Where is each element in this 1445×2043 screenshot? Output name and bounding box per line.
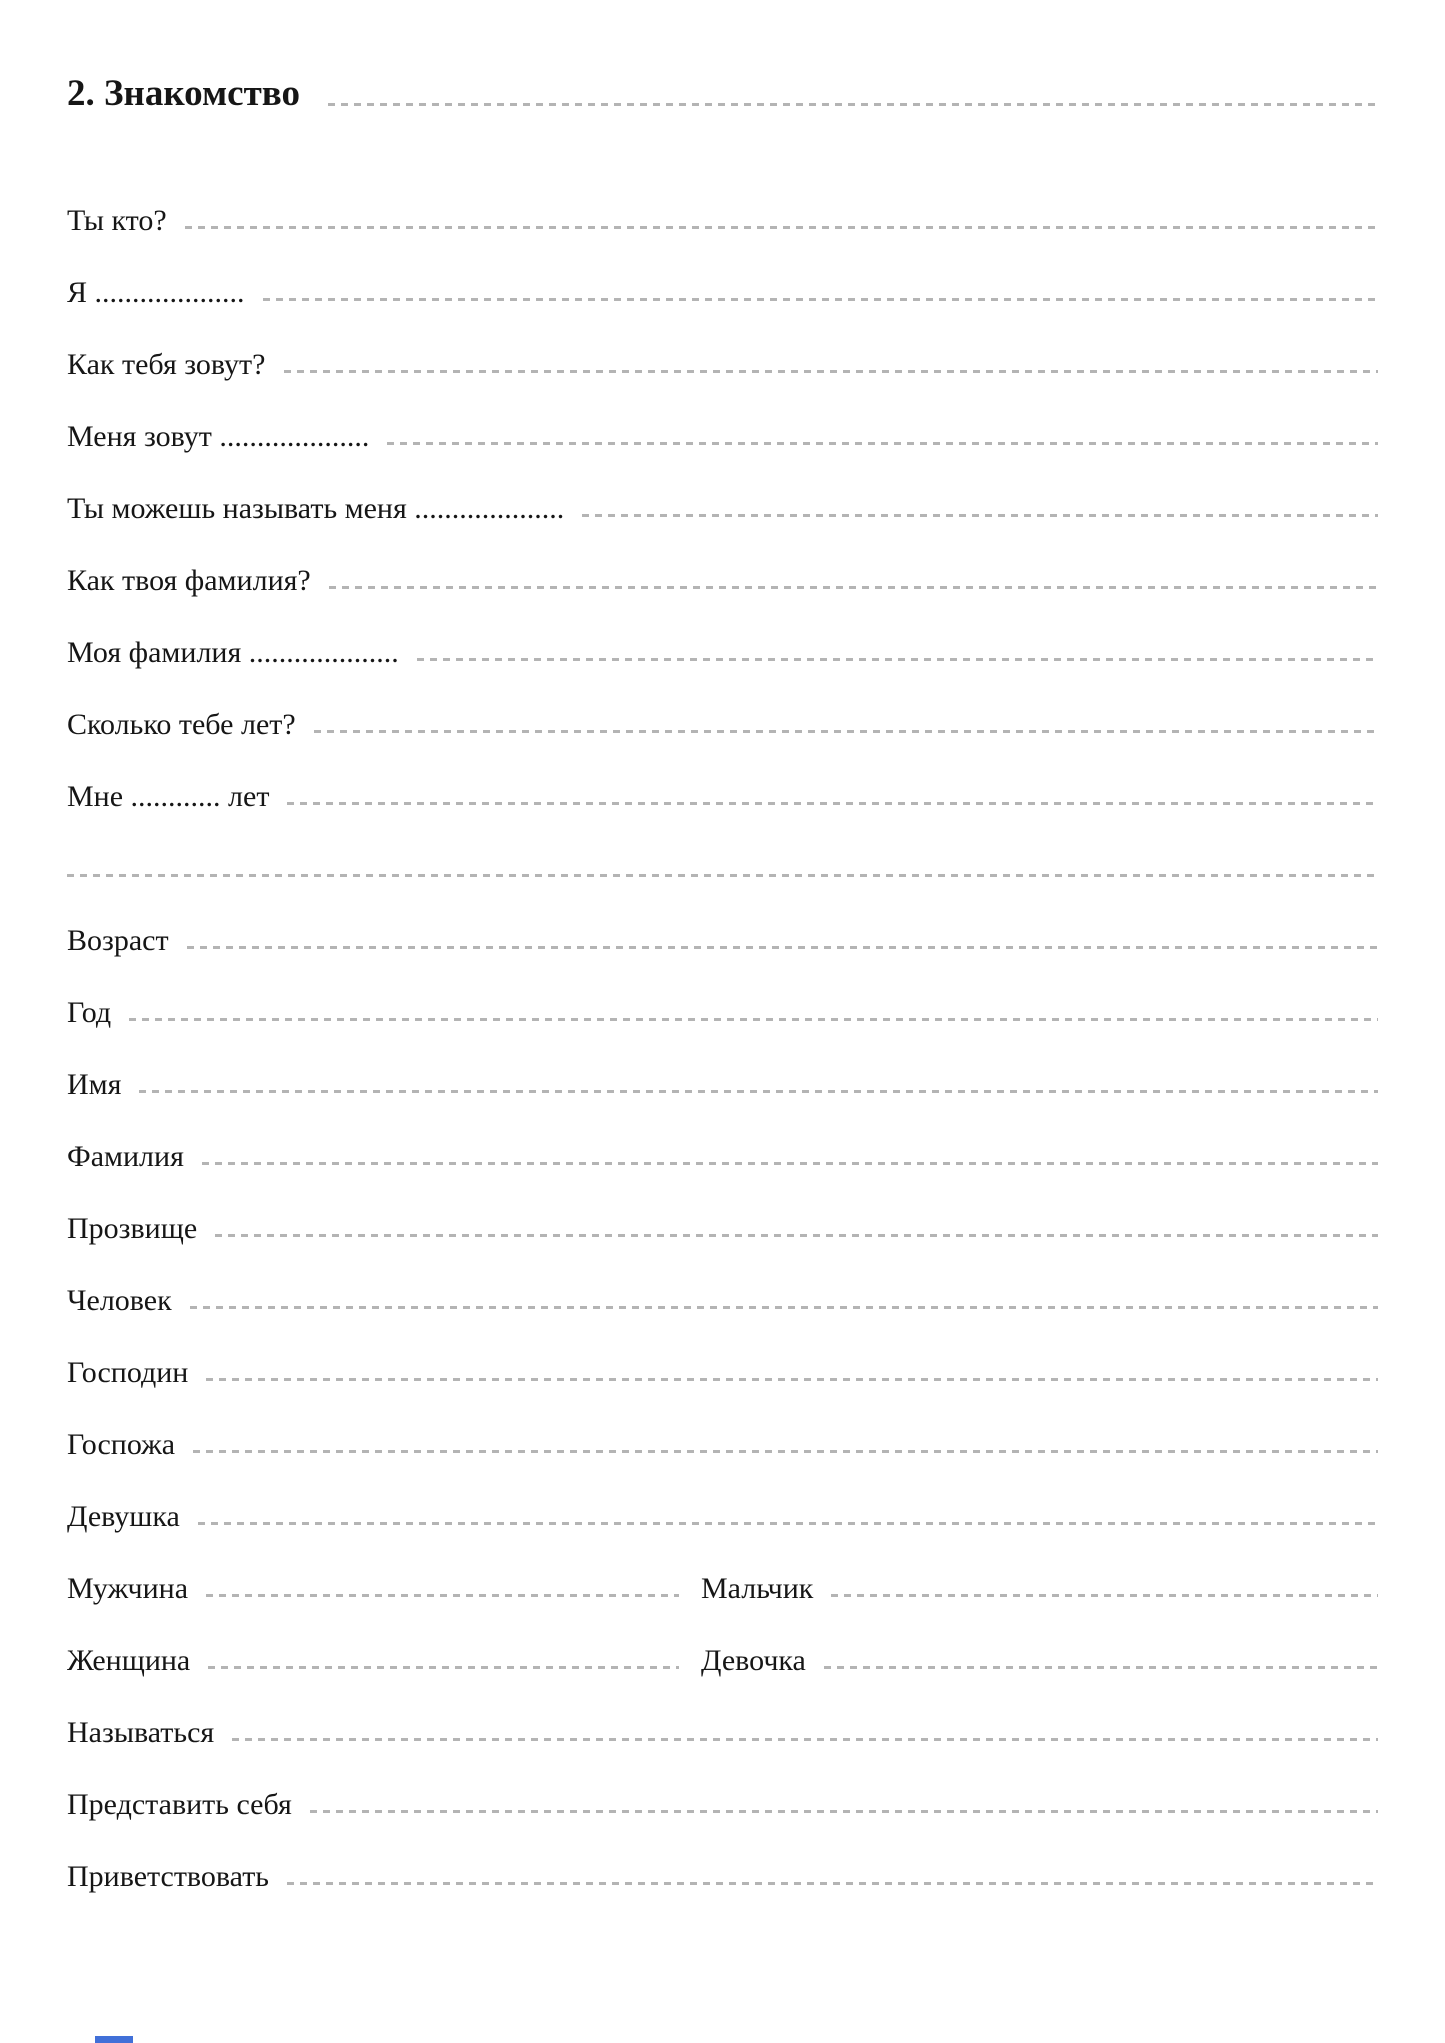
dashed-writing-line xyxy=(417,658,1378,661)
worksheet-row xyxy=(67,1172,1378,1244)
row-label: Год xyxy=(67,995,112,1029)
row-label: Возраст xyxy=(67,923,169,957)
row-label: Меня зовут .................... xyxy=(67,419,370,453)
row-label: Представить себя xyxy=(67,1787,292,1821)
row-label: Называться xyxy=(67,1715,215,1749)
row-label: Ты кто? xyxy=(67,203,167,237)
section-title: 2. Знакомство xyxy=(67,73,301,114)
dashed-writing-line xyxy=(185,226,1378,229)
dashed-writing-line xyxy=(284,370,1379,373)
dashed-writing-line xyxy=(215,1234,1378,1237)
worksheet-row xyxy=(67,596,1378,668)
dashed-writing-line xyxy=(328,103,1378,106)
dashed-writing-line xyxy=(208,1666,679,1669)
section-title-row xyxy=(67,60,1378,112)
dashed-writing-line xyxy=(198,1522,1378,1525)
worksheet-row xyxy=(67,1100,1378,1172)
vocabulary-section-2 xyxy=(67,1676,1378,1892)
worksheet-row xyxy=(67,956,1378,1028)
dashed-writing-line xyxy=(831,1594,1378,1597)
phrases-section xyxy=(67,164,1378,812)
dashed-writing-line xyxy=(193,1450,1378,1453)
worksheet-row xyxy=(67,236,1378,308)
row-label: Человек xyxy=(67,1283,172,1317)
row-label: Сколько тебе лет? xyxy=(67,707,296,741)
worksheet-row xyxy=(67,1028,1378,1100)
worksheet-row xyxy=(67,740,1378,812)
row-label: Приветствовать xyxy=(67,1859,269,1893)
vocabulary-section-1 xyxy=(67,884,1378,1532)
dashed-writing-line xyxy=(387,442,1378,445)
pair-left-column xyxy=(67,1645,679,1677)
row-label: Прозвище xyxy=(67,1211,198,1245)
row-label: Мужчина xyxy=(67,1571,189,1605)
worksheet-pair-row xyxy=(67,1532,1378,1604)
dashed-writing-line xyxy=(202,1162,1378,1165)
worksheet-row xyxy=(67,1748,1378,1820)
dashed-writing-line xyxy=(139,1090,1378,1093)
row-label: Как тебя зовут? xyxy=(67,347,266,381)
dashed-writing-line xyxy=(329,586,1378,589)
dashed-writing-line xyxy=(190,1306,1378,1309)
dashed-writing-line xyxy=(824,1666,1378,1669)
worksheet-row xyxy=(67,524,1378,596)
dashed-writing-line xyxy=(310,1810,1378,1813)
dashed-writing-line xyxy=(206,1378,1378,1381)
worksheet-row xyxy=(67,452,1378,524)
row-label: Ты можешь называть меня .................... xyxy=(67,491,565,525)
dashed-writing-line xyxy=(263,298,1378,301)
page-footer-marker xyxy=(95,2036,133,2043)
worksheet-row xyxy=(67,1676,1378,1748)
row-label: Я .................... xyxy=(67,275,245,309)
worksheet-row xyxy=(67,1388,1378,1460)
worksheet-row xyxy=(67,884,1378,956)
worksheet-row xyxy=(67,1316,1378,1388)
worksheet-row xyxy=(67,1460,1378,1532)
dashed-writing-line xyxy=(232,1738,1378,1741)
row-label: Мне ............ лет xyxy=(67,779,270,813)
row-label: Имя xyxy=(67,1067,122,1101)
dashed-writing-line xyxy=(287,1882,1378,1885)
row-label: Фамилия xyxy=(67,1139,184,1173)
row-label: Госпожа xyxy=(67,1427,176,1461)
row-label: Женщина xyxy=(67,1643,191,1677)
worksheet-pair-row xyxy=(67,1604,1378,1676)
row-label: Мальчик xyxy=(701,1571,814,1605)
row-label: Как твоя фамилия? xyxy=(67,563,311,597)
blank-writing-row xyxy=(67,812,1378,884)
worksheet-row xyxy=(67,308,1378,380)
pair-left-column xyxy=(67,1573,679,1605)
worksheet-row xyxy=(67,1244,1378,1316)
dashed-writing-line xyxy=(314,730,1378,733)
worksheet-row xyxy=(67,1820,1378,1892)
worksheet-row xyxy=(67,164,1378,236)
dashed-writing-line xyxy=(187,946,1378,949)
dashed-writing-line xyxy=(582,514,1378,517)
row-label: Господин xyxy=(67,1355,189,1389)
row-label: Девушка xyxy=(67,1499,180,1533)
row-label: Девочка xyxy=(701,1643,806,1677)
dashed-writing-line xyxy=(67,874,1378,877)
worksheet-row xyxy=(67,380,1378,452)
vocabulary-pairs-section xyxy=(67,1532,1378,1676)
worksheet-row xyxy=(67,668,1378,740)
row-label: Моя фамилия .................... xyxy=(67,635,399,669)
dashed-writing-line xyxy=(129,1018,1378,1021)
dashed-writing-line xyxy=(287,802,1378,805)
dashed-writing-line xyxy=(206,1594,679,1597)
